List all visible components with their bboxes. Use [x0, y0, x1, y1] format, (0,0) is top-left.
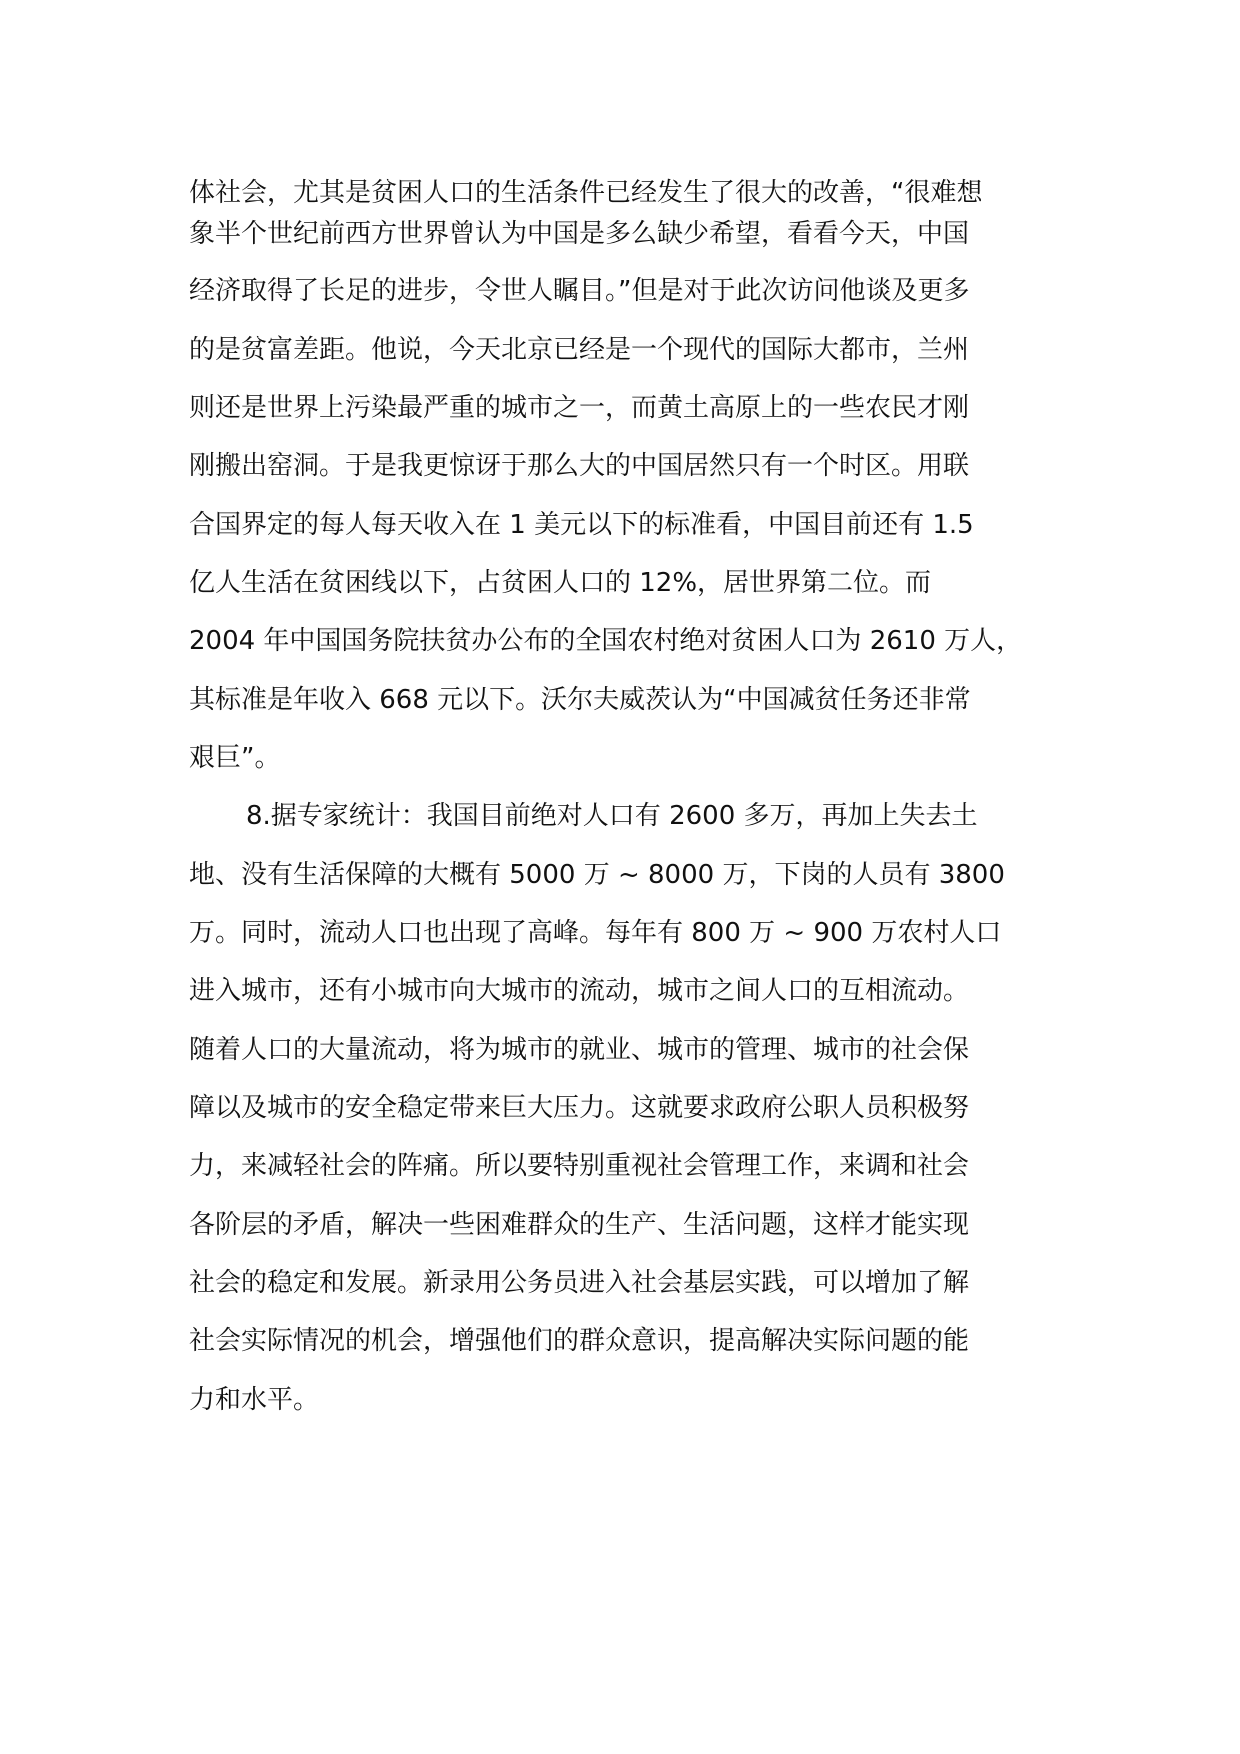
- text-line: 随着人口的大量流动，将为城市的就业、城市的管理、城市的社会保: [189, 1035, 970, 1065]
- text-line: 亿人生活在贫困线以下，占贫困人口的 12%，居世界第二位。而: [189, 568, 932, 598]
- text-line: 2004 年中国国务院扶贫办公布的全国农村绝对贫困人口为 2610 万人，: [189, 626, 1023, 656]
- text-line: 社会的稳定和发展。新录用公务员进入社会基层实践，可以增加了解: [189, 1268, 970, 1298]
- text-line: 象半个世纪前西方世界曾认为中国是多么缺少希望，看看今天，中国: [189, 219, 970, 249]
- text-line: 艰巨”。: [189, 743, 281, 773]
- text-line: 合国界定的每人每天收入在 1 美元以下的标准看，中国目前还有 1.5: [189, 510, 974, 540]
- text-line: 力，来减轻社会的阵痛。所以要特别重视社会管理工作，来调和社会: [189, 1151, 970, 1181]
- text-line: 其标准是年收入 668 元以下。沃尔夫威茨认为“中国减贫任务还非常: [189, 685, 971, 715]
- text-line: 经济取得了长足的进步，令世人瞩目。”但是对于此次访问他谈及更多: [189, 276, 970, 306]
- text-line: 则还是世界上污染最严重的城市之一，而黄土高原上的一些农民才刚: [189, 393, 970, 423]
- text-line: 的是贫富差距。他说，今天北京已经是一个现代的国际大都市，兰州: [189, 335, 970, 365]
- text-line: 障以及城市的安全稳定带来巨大压力。这就要求政府公职人员积极努: [189, 1093, 970, 1123]
- text-line: 万。同时，流动人口也出现了高峰。每年有 800 万 ~ 900 万农村人口: [189, 918, 1002, 948]
- text-line: 各阶层的矛盾，解决一些困难群众的生产、生活问题，这样才能实现: [189, 1210, 970, 1240]
- paragraph-first-line: 8.据专家统计：我国目前绝对人口有 2600 多万，再加上失去土: [246, 801, 978, 831]
- text-line: 进入城市，还有小城市向大城市的流动，城市之间人口的互相流动。: [189, 976, 970, 1006]
- text-line: 刚搬出窑洞。于是我更惊讶于那么大的中国居然只有一个时区。用联: [189, 451, 970, 481]
- text-line: 体社会，尤其是贫困人口的生活条件已经发生了很大的改善，“很难想: [189, 178, 983, 208]
- text-line: 力和水平。: [189, 1385, 320, 1415]
- text-line: 社会实际情况的机会，增强他们的群众意识，提高解决实际问题的能: [189, 1326, 970, 1356]
- text-line: 地、没有生活保障的大概有 5000 万 ~ 8000 万，下岗的人员有 3800: [189, 860, 1005, 890]
